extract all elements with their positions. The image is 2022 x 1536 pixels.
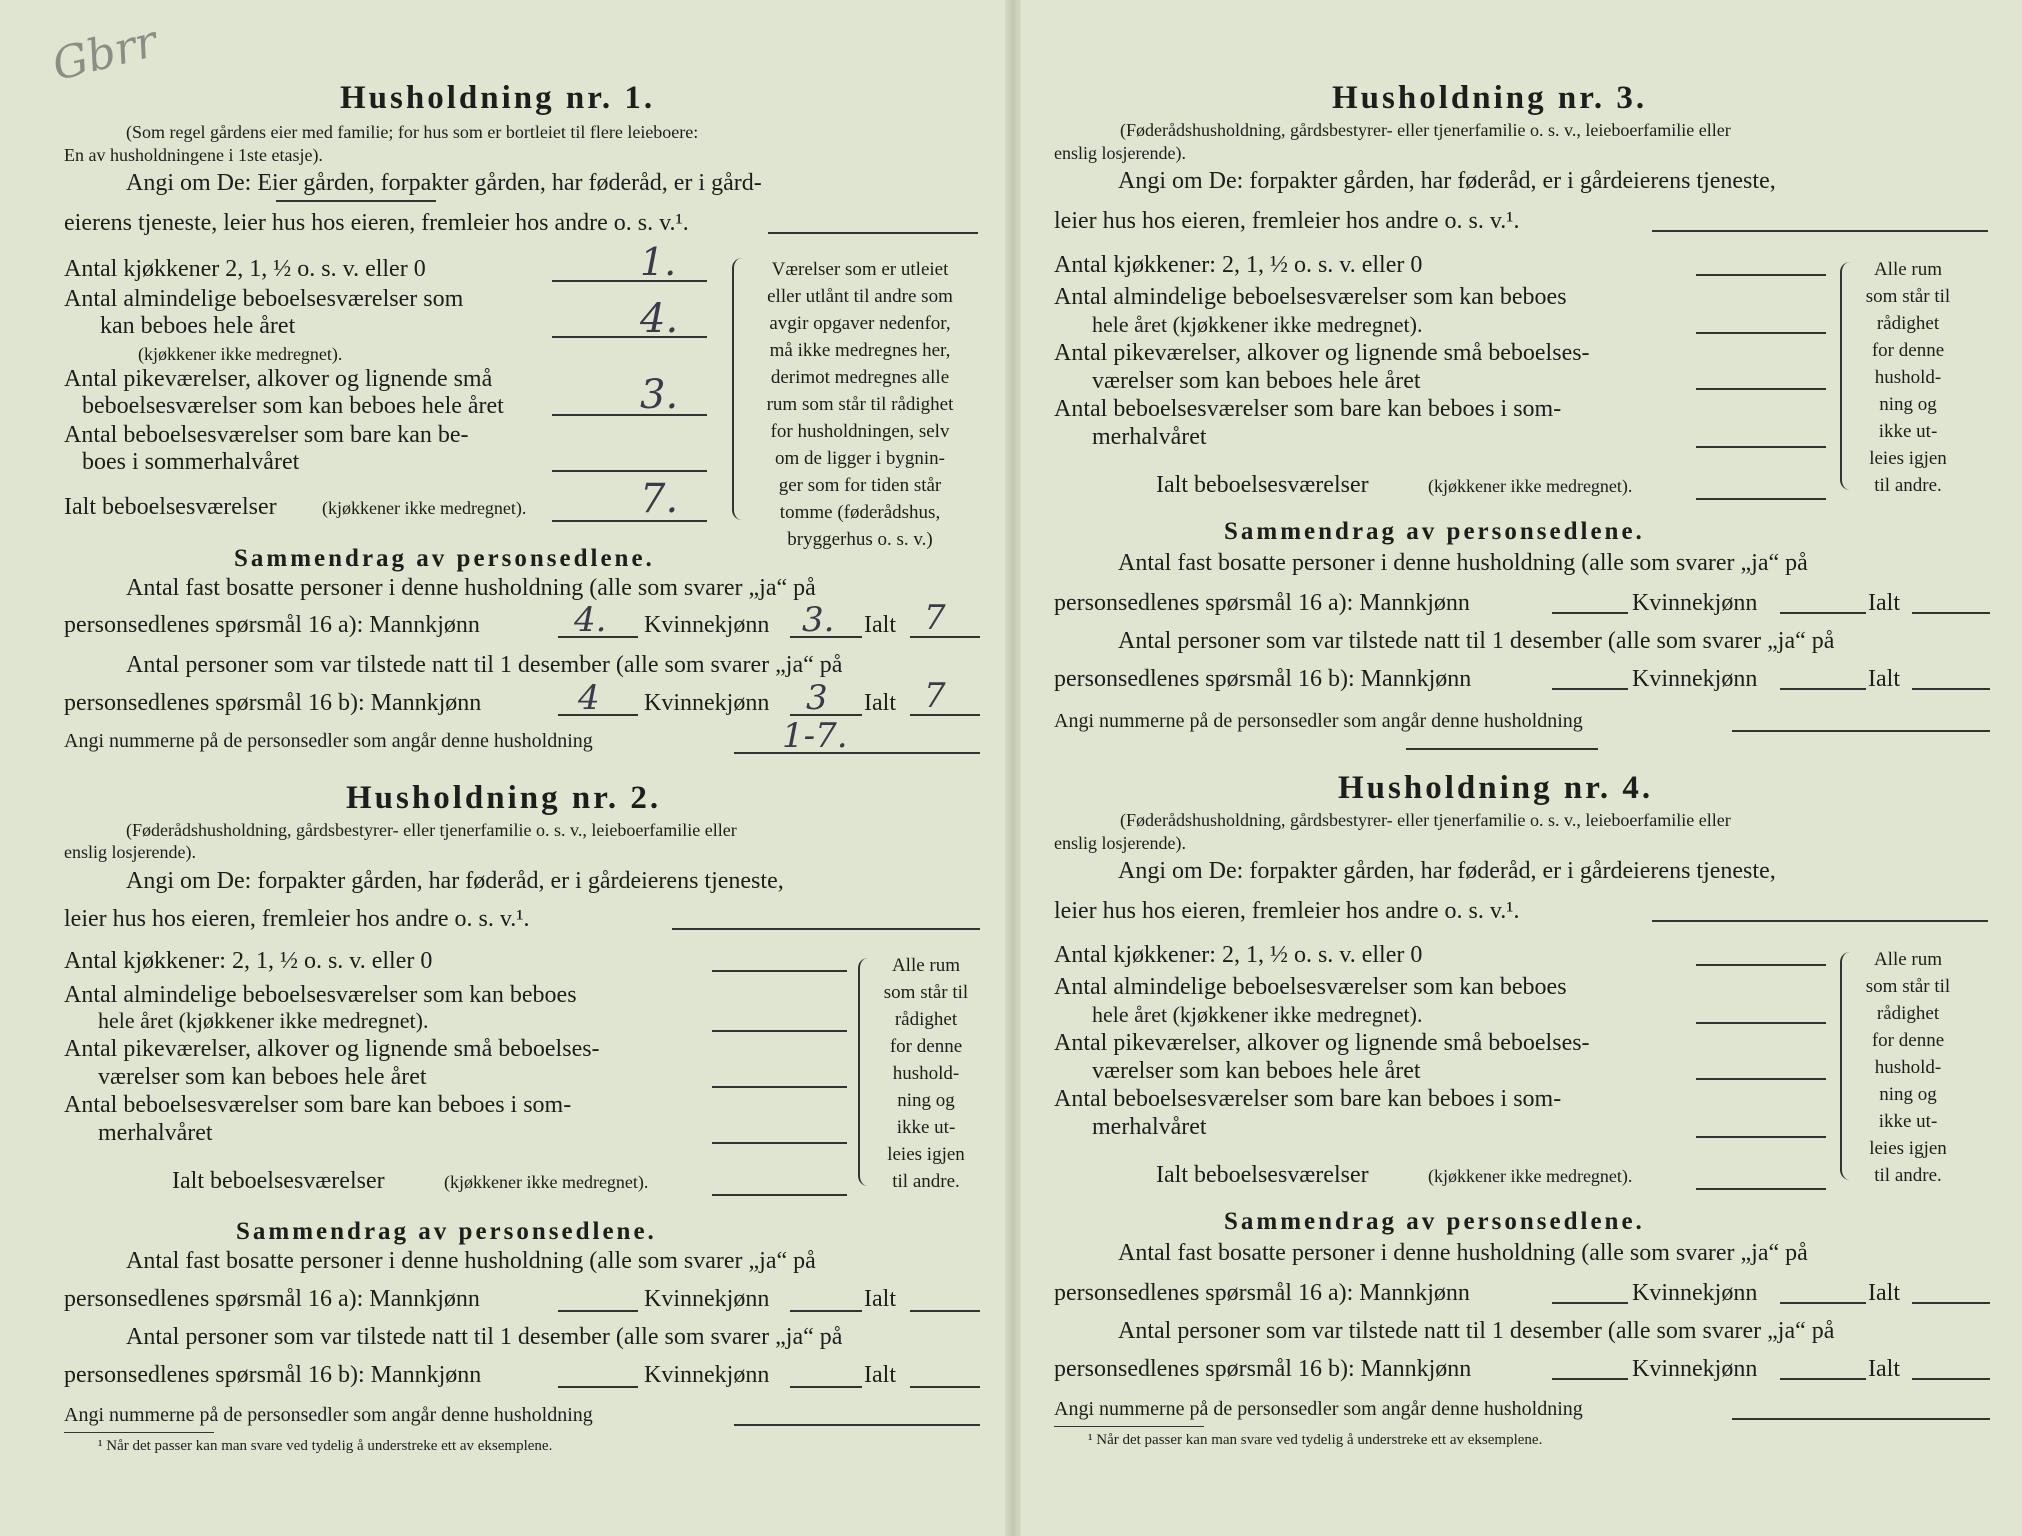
h1-male-value-b: 4 <box>578 678 600 718</box>
h1-summary-line1b: personsedlenes spørsmål 16 a): Mannkjønn <box>64 612 480 638</box>
h4-total-persons-field-b[interactable] <box>1912 1378 1990 1380</box>
h1-total-persons-value-a: 7 <box>924 598 946 638</box>
h1-numbers-value: 1-7. <box>782 716 848 756</box>
h3-male-field-a[interactable] <box>1552 612 1628 614</box>
h2-summary-line2b: personsedlenes spørsmål 16 b): Mannkjønn <box>64 1362 482 1388</box>
note-line: som står til <box>883 982 969 1003</box>
h2-total-field[interactable] <box>712 1194 847 1196</box>
h3-total-persons-label-a: Ialt <box>1868 590 1900 616</box>
household-1-title: Husholdning nr. 1. <box>340 80 656 116</box>
h3-summer-rooms-label-b: merhalvåret <box>1092 424 1207 450</box>
h3-rooms-label-a: Antal almindelige beboelsesværelser som kan beboes <box>1054 284 1567 310</box>
h4-rooms-label-a: Antal almindelige beboelsesværelser som kan beboes <box>1054 974 1567 1000</box>
h3-total-sublabel: (kjøkkener ikke medregnet). <box>1428 476 1633 496</box>
note-line: til andre. <box>1874 1165 1942 1186</box>
h4-small-rooms-field[interactable] <box>1696 1078 1826 1080</box>
h1-kitchens-value: 1. <box>640 240 677 284</box>
h4-small-rooms-label-b: værelser som kan beboes hele året <box>1092 1058 1421 1084</box>
note-line: Alle rum <box>1873 949 1943 970</box>
household-3-title: Husholdning nr. 3. <box>1332 80 1648 116</box>
h1-summary-title: Sammendrag av personsedlene. <box>234 545 655 572</box>
h2-female-label-b: Kvinnekjønn <box>644 1362 770 1388</box>
h3-numbers-field[interactable] <box>1732 730 1990 732</box>
household-4-sub1: (Føderådshusholdning, gårdsbestyrer- eller tjenerfamilie o. s. v., leieboerfamilie eller <box>1120 810 1731 830</box>
h3-total-field[interactable] <box>1696 498 1826 500</box>
h4-rooms-label-b: hele året (kjøkkener ikke medregnet). <box>1092 1002 1423 1027</box>
h1-total-persons-label-b: Ialt <box>864 690 896 716</box>
h1-male-value-a: 4. <box>574 600 607 640</box>
h3-note-brace <box>1840 262 1850 490</box>
h4-rooms-field[interactable] <box>1696 1022 1826 1024</box>
h2-small-rooms-field[interactable] <box>712 1086 847 1088</box>
note-line: rum som står til rådighet <box>766 394 954 415</box>
h1-total-label: Ialt beboelsesværelser <box>64 494 277 520</box>
h1-small-rooms-label-a: Antal pikeværelser, alkover og lignende små <box>64 366 493 392</box>
note-line: avgir opgaver nedenfor, <box>769 313 951 334</box>
h3-summary-line2a: Antal personer som var tilstede natt til 1 desember (alle som svarer „ja“ på <box>1118 628 1835 654</box>
note-line: hushold- <box>1874 367 1942 388</box>
h2-kitchens-label: Antal kjøkkener: 2, 1, ½ o. s. v. eller 0 <box>64 948 433 974</box>
h2-numbers-label: Angi nummerne på de personsedler som angår denne husholdning <box>64 1404 593 1426</box>
h2-summer-rooms-label-a: Antal beboelsesværelser som bare kan beboes i som- <box>64 1092 572 1118</box>
h2-summary-title: Sammendrag av personsedlene. <box>236 1218 657 1245</box>
note-line: for denne <box>1871 1030 1945 1051</box>
h2-female-field-a[interactable] <box>790 1310 862 1312</box>
h3-summary-title: Sammendrag av personsedlene. <box>1224 518 1645 545</box>
household-3-angi-line2: leier hus hos eieren, fremleier hos andre o. s. v.¹. <box>1054 208 1520 234</box>
h1-total-sublabel: (kjøkkener ikke medregnet). <box>322 498 527 518</box>
note-line: som står til <box>1865 286 1951 307</box>
household-3-sub2: enslig losjerende). <box>1054 143 1186 163</box>
page-fold <box>1005 0 1021 1536</box>
h4-note-brace <box>1840 952 1850 1180</box>
note-line: hushold- <box>892 1063 960 1084</box>
h1-total-persons-value-b: 7 <box>924 676 946 716</box>
h2-total-sublabel: (kjøkkener ikke medregnet). <box>444 1172 649 1192</box>
h3-small-rooms-label-b: værelser som kan beboes hele året <box>1092 368 1421 394</box>
h4-summary-title: Sammendrag av personsedlene. <box>1224 1208 1645 1235</box>
h4-kitchens-field[interactable] <box>1696 964 1826 966</box>
note-line: tomme (føderådshus, <box>779 502 941 523</box>
h4-female-label-a: Kvinnekjønn <box>1632 1280 1758 1306</box>
h2-summary-line1a: Antal fast bosatte personer i denne husholdning (alle som svarer „ja“ på <box>126 1248 816 1274</box>
h4-male-field-a[interactable] <box>1552 1302 1628 1304</box>
household-4-sub2: enslig losjerende). <box>1054 833 1186 853</box>
household-4-angi-line1: Angi om De: forpakter gården, har føderåd, er i gårdeierens tjeneste, <box>1118 858 1776 884</box>
note-line: må ikke medregnes her, <box>769 340 951 361</box>
h4-summary-line2b: personsedlenes spørsmål 16 b): Mannkjønn <box>1054 1356 1472 1382</box>
h2-rooms-label-b: hele året (kjøkkener ikke medregnet). <box>98 1008 429 1033</box>
right-page <box>1032 0 2012 1536</box>
note-line: ikke ut- <box>896 1117 956 1138</box>
note-line: derimot medregnes alle <box>770 367 950 388</box>
h4-summer-rooms-field[interactable] <box>1696 1136 1826 1138</box>
h2-female-label-a: Kvinnekjønn <box>644 1286 770 1312</box>
h3-total-persons-field-b[interactable] <box>1912 688 1990 690</box>
h2-total-persons-label-b: Ialt <box>864 1362 896 1388</box>
h2-total-persons-field-a[interactable] <box>910 1310 980 1312</box>
h3-numbers-label: Angi nummerne på de personsedler som angår denne husholdning <box>1054 710 1583 732</box>
household-1-angi-line1: Angi om De: Eier gården, forpakter gården, har føderåd, er i gård- <box>126 170 762 196</box>
h4-numbers-field[interactable] <box>1732 1418 1990 1420</box>
household-2-sub2: enslig losjerende). <box>64 842 196 862</box>
h3-female-label-b: Kvinnekjønn <box>1632 666 1758 692</box>
household-2-title: Husholdning nr. 2. <box>346 780 662 816</box>
h3-female-field-b[interactable] <box>1780 688 1866 690</box>
h1-rooms-note <box>740 256 980 553</box>
h2-kitchens-field[interactable] <box>712 970 847 972</box>
h1-total-field[interactable] <box>552 520 707 522</box>
note-line: Alle rum <box>891 955 961 976</box>
household-4-title: Husholdning nr. 4. <box>1338 770 1654 806</box>
h3-female-field-a[interactable] <box>1780 612 1866 614</box>
h1-total-persons-label-a: Ialt <box>864 612 896 638</box>
note-line: for husholdningen, selv <box>770 421 950 442</box>
note-line: eller utlånt til andre som <box>767 286 953 307</box>
h3-summer-rooms-field[interactable] <box>1696 446 1826 448</box>
h4-female-label-b: Kvinnekjønn <box>1632 1356 1758 1382</box>
note-line: ning og <box>1879 394 1937 415</box>
h1-rooms-label-b: kan beboes hele året <box>100 313 296 339</box>
note-line: leies igjen <box>1869 1138 1947 1159</box>
h3-small-rooms-field[interactable] <box>1696 388 1826 390</box>
pencil-scribble: Gbrr <box>47 16 162 91</box>
household-3-sub1: (Føderådshusholdning, gårdsbestyrer- eller tjenerfamilie o. s. v., leieboerfamilie eller <box>1120 120 1731 140</box>
household-1-sub2: En av husholdningene i 1ste etasje). <box>64 145 323 165</box>
h3-rooms-label-b: hele året (kjøkkener ikke medregnet). <box>1092 312 1423 337</box>
h2-total-persons-label-a: Ialt <box>864 1286 896 1312</box>
note-line: leies igjen <box>1869 448 1947 469</box>
note-line: som står til <box>1865 976 1951 997</box>
h2-small-rooms-label-b: værelser som kan beboes hele året <box>98 1064 427 1090</box>
h4-total-persons-field-a[interactable] <box>1912 1302 1990 1304</box>
h1-rooms-value: 4. <box>640 296 679 342</box>
h1-summer-rooms-field[interactable] <box>552 470 707 472</box>
note-line: rådighet <box>894 1009 958 1030</box>
note-line: leies igjen <box>887 1144 965 1165</box>
h4-female-field-b[interactable] <box>1780 1378 1866 1380</box>
h3-total-persons-label-b: Ialt <box>1868 666 1900 692</box>
note-line: ning og <box>1879 1084 1937 1105</box>
h3-small-rooms-label-a: Antal pikeværelser, alkover og lignende små beboelses- <box>1054 340 1590 366</box>
note-line: rådighet <box>1876 313 1940 334</box>
h3-total-label: Ialt beboelsesværelser <box>1156 472 1369 498</box>
note-line: til andre. <box>1874 475 1942 496</box>
eier-underline <box>276 200 436 202</box>
h2-angi-answer-line[interactable] <box>672 928 980 930</box>
h1-summer-rooms-label-a: Antal beboelsesværelser som bare kan be- <box>64 422 469 448</box>
h1-rooms-label-c: (kjøkkener ikke medregnet). <box>138 344 343 364</box>
h4-total-persons-label-b: Ialt <box>1868 1356 1900 1382</box>
h3-kitchens-label: Antal kjøkkener: 2, 1, ½ o. s. v. eller 0 <box>1054 252 1423 278</box>
footnote-left: ¹ Når det passer kan man svare ved tydelig å understreke ett av eksemplene. <box>98 1438 553 1454</box>
note-line: rådighet <box>1876 1003 1940 1024</box>
h2-numbers-field[interactable] <box>734 1424 980 1426</box>
h4-female-field-a[interactable] <box>1780 1302 1866 1304</box>
h2-rooms-field[interactable] <box>712 1030 847 1032</box>
note-line: ikke ut- <box>1878 421 1938 442</box>
note-line: ikke ut- <box>1878 1111 1938 1132</box>
left-page <box>12 0 992 1536</box>
h4-summary-line2a: Antal personer som var tilstede natt til 1 desember (alle som svarer „ja“ på <box>1118 1318 1835 1344</box>
h3-summer-rooms-label-a: Antal beboelsesværelser som bare kan beboes i som- <box>1054 396 1562 422</box>
note-line: for denne <box>889 1036 963 1057</box>
household-1-sub1: (Som regel gårdens eier med familie; for hus som er bortleiet til flere leieboere: <box>126 122 699 142</box>
h4-small-rooms-label-a: Antal pikeværelser, alkover og lignende små beboelses- <box>1054 1030 1590 1056</box>
h4-total-persons-label-a: Ialt <box>1868 1280 1900 1306</box>
h1-female-label-a: Kvinnekjønn <box>644 612 770 638</box>
h1-total-value: 7. <box>640 476 679 522</box>
note-line: Værelser som er utleiet <box>771 259 949 280</box>
h3-female-label-a: Kvinnekjønn <box>1632 590 1758 616</box>
footnote-rule <box>64 1432 214 1433</box>
h4-kitchens-label: Antal kjøkkener: 2, 1, ½ o. s. v. eller 0 <box>1054 942 1423 968</box>
h1-small-rooms-label-b: beboelsesværelser som kan beboes hele året <box>82 393 504 419</box>
h1-rooms-label-a: Antal almindelige beboelsesværelser som <box>64 286 464 312</box>
h1-female-label-b: Kvinnekjønn <box>644 690 770 716</box>
h1-rooms-field[interactable] <box>552 336 707 338</box>
h1-summary-line2a: Antal personer som var tilstede natt til 1 desember (alle som svarer „ja“ på <box>126 652 843 678</box>
h2-male-field-b[interactable] <box>558 1386 638 1388</box>
note-line: til andre. <box>892 1171 960 1192</box>
note-line: hushold- <box>1874 1057 1942 1078</box>
note-line: om de ligger i bygnin- <box>775 448 945 469</box>
h4-male-field-b[interactable] <box>1552 1378 1628 1380</box>
footnote-right: ¹ Når det passer kan man svare ved tydelig å understreke ett av eksemplene. <box>1088 1432 1543 1448</box>
h4-summary-line1b: personsedlenes spørsmål 16 a): Mannkjønn <box>1054 1280 1470 1306</box>
h3-rooms-note <box>1852 256 1964 499</box>
h2-total-label: Ialt beboelsesværelser <box>172 1168 385 1194</box>
h1-kitchens-label: Antal kjøkkener 2, 1, ½ o. s. v. eller 0 <box>64 256 426 282</box>
h1-summer-rooms-label-b: boes i sommerhalvåret <box>82 449 300 475</box>
note-line: for denne <box>1871 340 1945 361</box>
h1-female-value-b: 3 <box>806 678 828 718</box>
h1-summary-line2b: personsedlenes spørsmål 16 b): Mannkjønn <box>64 690 482 716</box>
h3-male-field-b[interactable] <box>1552 688 1628 690</box>
household-3-angi-line1: Angi om De: forpakter gården, har føderåd, er i gårdeierens tjeneste, <box>1118 168 1776 194</box>
h3-summary-line2b: personsedlenes spørsmål 16 b): Mannkjønn <box>1054 666 1472 692</box>
h1-numbers-field[interactable] <box>734 752 980 754</box>
household-2-angi-line1: Angi om De: forpakter gården, har føderåd, er i gårdeierens tjeneste, <box>126 868 784 894</box>
household-2-angi-line2: leier hus hos eieren, fremleier hos andre o. s. v.¹. <box>64 906 530 932</box>
h4-summary-line1a: Antal fast bosatte personer i denne husholdning (alle som svarer „ja“ på <box>1118 1240 1808 1266</box>
household-2-sub1: (Føderådshusholdning, gårdsbestyrer- eller tjenerfamilie o. s. v., leieboerfamilie eller <box>126 820 737 840</box>
h4-angi-answer-line[interactable] <box>1652 920 1988 922</box>
h2-rooms-note <box>870 952 982 1195</box>
h4-total-field[interactable] <box>1696 1188 1826 1190</box>
note-line: ning og <box>897 1090 955 1111</box>
note-line: bryggerhus o. s. v.) <box>787 529 933 550</box>
h4-summer-rooms-label-b: merhalvåret <box>1092 1114 1207 1140</box>
footnote-rule-right <box>1054 1426 1204 1427</box>
h3-kitchens-field[interactable] <box>1696 274 1826 276</box>
note-line: Alle rum <box>1873 259 1943 280</box>
household-1-angi-line2: eierens tjeneste, leier hus hos eieren, fremleier hos andre o. s. v.¹. <box>64 210 689 236</box>
h2-summer-rooms-field[interactable] <box>712 1142 847 1144</box>
h4-summer-rooms-label-a: Antal beboelsesværelser som bare kan beboes i som- <box>1054 1086 1562 1112</box>
h1-numbers-label: Angi nummerne på de personsedler som angår denne husholdning <box>64 730 593 752</box>
h2-female-field-b[interactable] <box>790 1386 862 1388</box>
household-4-angi-line2: leier hus hos eieren, fremleier hos andre o. s. v.¹. <box>1054 898 1520 924</box>
h1-small-rooms-field[interactable] <box>552 414 707 416</box>
h1-kitchens-field[interactable] <box>552 280 707 282</box>
h3-angi-answer-line[interactable] <box>1652 230 1988 232</box>
h2-summary-line1b: personsedlenes spørsmål 16 a): Mannkjønn <box>64 1286 480 1312</box>
h3-total-persons-field-a[interactable] <box>1912 612 1990 614</box>
h1-female-value-a: 3. <box>802 600 835 640</box>
h4-numbers-label: Angi nummerne på de personsedler som angår denne husholdning <box>1054 1398 1583 1420</box>
h2-small-rooms-label-a: Antal pikeværelser, alkover og lignende små beboelses- <box>64 1036 600 1062</box>
h2-summer-rooms-label-b: merhalvåret <box>98 1120 213 1146</box>
h3-rooms-field[interactable] <box>1696 332 1826 334</box>
h2-note-brace <box>858 958 868 1186</box>
note-line: ger som for tiden står <box>778 475 942 496</box>
h2-rooms-label-a: Antal almindelige beboelsesværelser som kan beboes <box>64 982 577 1008</box>
h1-summary-line1a: Antal fast bosatte personer i denne husholdning (alle som svarer „ja“ på <box>126 575 816 601</box>
h2-total-persons-field-b[interactable] <box>910 1386 980 1388</box>
h4-total-sublabel: (kjøkkener ikke medregnet). <box>1428 1166 1633 1186</box>
h4-rooms-note <box>1852 946 1964 1189</box>
h2-male-field-a[interactable] <box>558 1310 638 1312</box>
angi-answer-line[interactable] <box>768 232 978 234</box>
h3-summary-line1b: personsedlenes spørsmål 16 a): Mannkjønn <box>1054 590 1470 616</box>
h4-total-label: Ialt beboelsesværelser <box>1156 1162 1369 1188</box>
h3-summary-line1a: Antal fast bosatte personer i denne husholdning (alle som svarer „ja“ på <box>1118 550 1808 576</box>
h1-small-rooms-value: 3. <box>640 372 679 418</box>
h2-summary-line2a: Antal personer som var tilstede natt til 1 desember (alle som svarer „ja“ på <box>126 1324 843 1350</box>
section-divider <box>1406 748 1598 750</box>
